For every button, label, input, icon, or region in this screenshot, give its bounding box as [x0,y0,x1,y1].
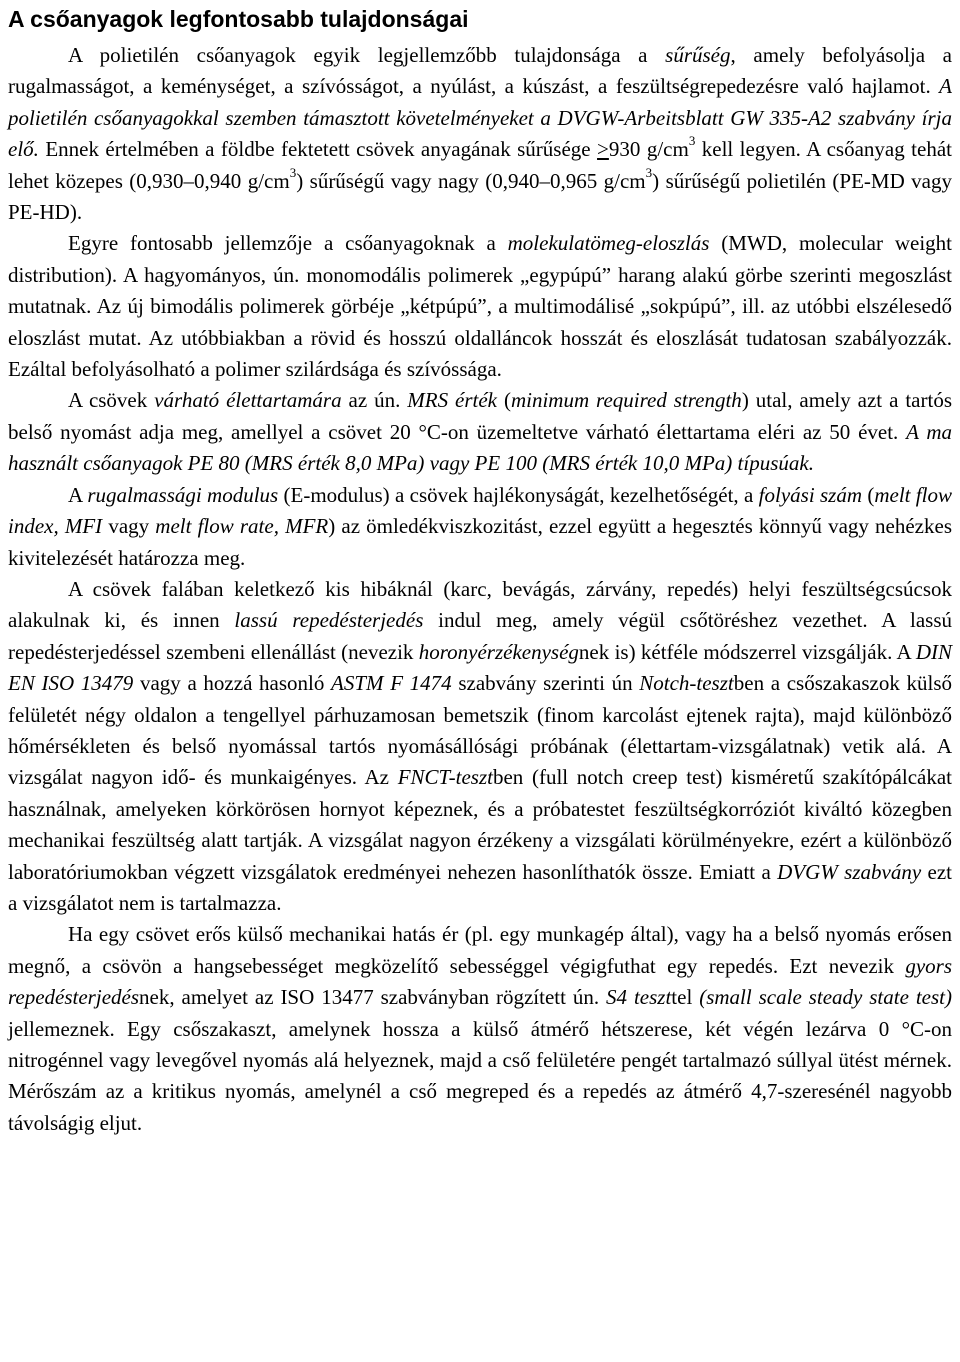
text-run: indul meg, amely végül csőtöréshez vezethet. A lassú repedésterjedéssel szembeni ellenállást (nevezik [8,608,953,664]
italic-text: DVGW szabvány [777,859,922,884]
italic-text: MRS érték [407,388,498,413]
superscript-text: 3 [289,164,297,180]
text-run: ) utal, amely azt a tartós belső nyomást adja meg, amellyel a csövet 20 °C-on üzemeltetve várható élettartama eléri az 50 évet. [8,388,952,444]
italic-text: minimum required strength [510,388,742,413]
text-run: kell legyen. A csőanyag tehát lehet közepes (0,930–0,940 g/cm [8,137,952,193]
text-run: A [68,482,88,507]
italic-text: gyors repedésterjedés [8,953,952,1010]
italic-text: A polietilén csőanyagokkal szemben támasztott követelményeket a DVGW-Arbeitsblatt GW 335-A2 szabvány írja elő. [8,74,952,162]
text-run: Ha egy csövet erős külső mechanikai hatás ér (pl. egy munkagép által), vagy ha a belső nyomás erősen megnő, a csövön a hangsebességet megközelítő sebességgel végigfuthat egy repedés. Ezt nevezik [8,922,952,978]
text-run: az ún. [341,388,408,413]
superscript-text: 3 [645,164,653,180]
text-run: (MWD, molecular weight distribution). A hagyományos, ún. monomodális polimerek „egypúpú” harang alakú görbe szerinti megoszlást mutatnak. Az új bimodális polimerek görbéje „kétpúpú”, a multimodálisé „sokpúpú”, ill. az utóbbi elszélesedő eloszlást mutat. Az utóbbiakban a rövid és hosszú oldalláncok hosszát és eloszlását tudatosan szabályozzák. Ezáltal befolyásolható a polimer szilárdsága és szívóssága. [8,231,952,382]
text-run: ezt a vizsgálatot nem is tartalmazza. [8,859,953,915]
italic-text: melt flow rate, MFR [155,514,329,539]
text-run: ) sűrűségű polietilén (PE-MD vagy PE-HD). [8,168,952,225]
text-run: ) sűrűségű vagy nagy (0,940–0,965 g/cm [296,168,646,193]
italic-text: (small scale steady state test) [699,985,952,1010]
text-run: A csövek falában keletkező kis hibáknál (karc, bevágás, zárvány, repedés) helyi feszültségcsúcsok alakulnak ki, és innen [8,576,952,633]
italic-text: ASTM F 1474 [331,671,452,696]
italic-text: A ma használt csőanyagok PE 80 (MRS érték 8,0 MPa) vagy PE 100 (MRS érték 10,0 MPa) típusúak. [8,419,953,476]
text-run: Egyre fontosabb jellemzője a csőanyagoknak a [68,231,508,256]
text-run: , amely befolyásolja a rugalmasságot, a keménységet, a szívósságot, a nyúlást, a kúszást, a feszültségrepedezésre való hajlamot. [8,43,952,99]
italic-text: S4 teszt [606,985,672,1010]
text-run: 930 g/cm [608,137,689,162]
text-run: vagy a hozzá hasonló [133,671,332,696]
text-run: ben a csőszakaszok külső felületét négy oldalon a tengellyel párhuzamosan bemetszik (finom karcolást ejtenek rajta), majd különböző hőmérsékleten és belső nyomással tartós nyomásállósági próbának (élettartam-vizsgálatnak) vetik alá. A vizsgálat nagyon idő- és munkaigényes. Az [8,671,952,790]
italic-text: Notch-teszt [639,671,734,696]
text-run: ben (full notch creep test) kisméretű szakítópálcákat használnak, amelyeken körkörösen hornyot képeznek, és a próbatestet feszültségkorróziót kiváltó közegben mechanikai feszültség alatt tartják. A vizsgálat nagyon érzékeny a vizsgálati körülményekre, ezért a különböző laboratóriumokban végzett vizsgálatok eredményei nehezen hasonlíthatók össze. Emiatt a [8,765,952,884]
italic-text: rugalmassági modulus [87,482,279,507]
page-title: A csőanyagok legfontosabb tulajdonságai [8,6,469,32]
text-run: ( [862,482,875,507]
text-run: (E-modulus) a csövek hajlékonyságát, kezelhetőségét, a [278,482,759,507]
italic-text: lassú repedésterjedés [234,608,424,633]
text-run: tel [671,985,700,1010]
paragraph-slow-crack-growth [8,574,952,919]
italic-text: DIN EN ISO 13479 [8,639,952,696]
paragraph-molecular-weight [8,228,952,385]
text-run: vagy [102,514,156,539]
document-page [8,0,952,1139]
text-run: jellemeznek. Egy csőszakaszt, amelynek hossza a külső átmérő hétszerese, két végén lezárva 0 °C-on nitrogénnel vagy levegővel nyomás alá helyeznek, majd a cső felületére pengét tartalmazó súllyal ütést mérnek. Mérőszám az a kritikus nyomás, amelynél a cső megreped és a repedés az átmérő 4,7-szeresénél nagyobb távolságig eljut. [8,1016,952,1135]
greater-equal-sign: > [597,137,609,162]
text-run: A polietilén csőanyagok egyik legjellemzőbb tulajdonsága a [68,43,666,67]
italic-text: sűrűség [665,43,731,67]
text-run: nek, amelyet az ISO 13477 szabványban rögzített ún. [139,985,607,1010]
italic-text: FNCT-teszt [397,765,493,790]
superscript-text: 3 [688,133,696,149]
text-run: Ennek értelmében a földbe fektetett csövek anyagának sűrűsége [38,137,598,162]
paragraph-density [8,40,952,228]
text-run: ( [497,388,511,413]
italic-text: melt flow index, MFI [8,482,952,539]
paragraph-mrs-value [8,385,952,479]
italic-text: folyási szám [758,482,862,507]
italic-text: molekulatömeg-eloszlás [507,231,710,256]
text-run: szabvány szerinti ún [451,671,640,696]
text-run: A csövek [68,388,155,413]
italic-text: várható élettartamára [154,388,342,413]
paragraph-rapid-crack-propagation [8,919,952,1139]
document-body [8,40,952,1139]
italic-text: horonyérzékenység [418,639,579,664]
paragraph-elastic-modulus [8,480,952,574]
text-run: ) az ömledékviszkozitást, ezzel együtt a hegesztés könnyű vagy nehézkes kivitelezését határozza meg. [8,514,952,570]
text-run: nek is) kétféle módszerrel vizsgálják. A [578,639,916,664]
